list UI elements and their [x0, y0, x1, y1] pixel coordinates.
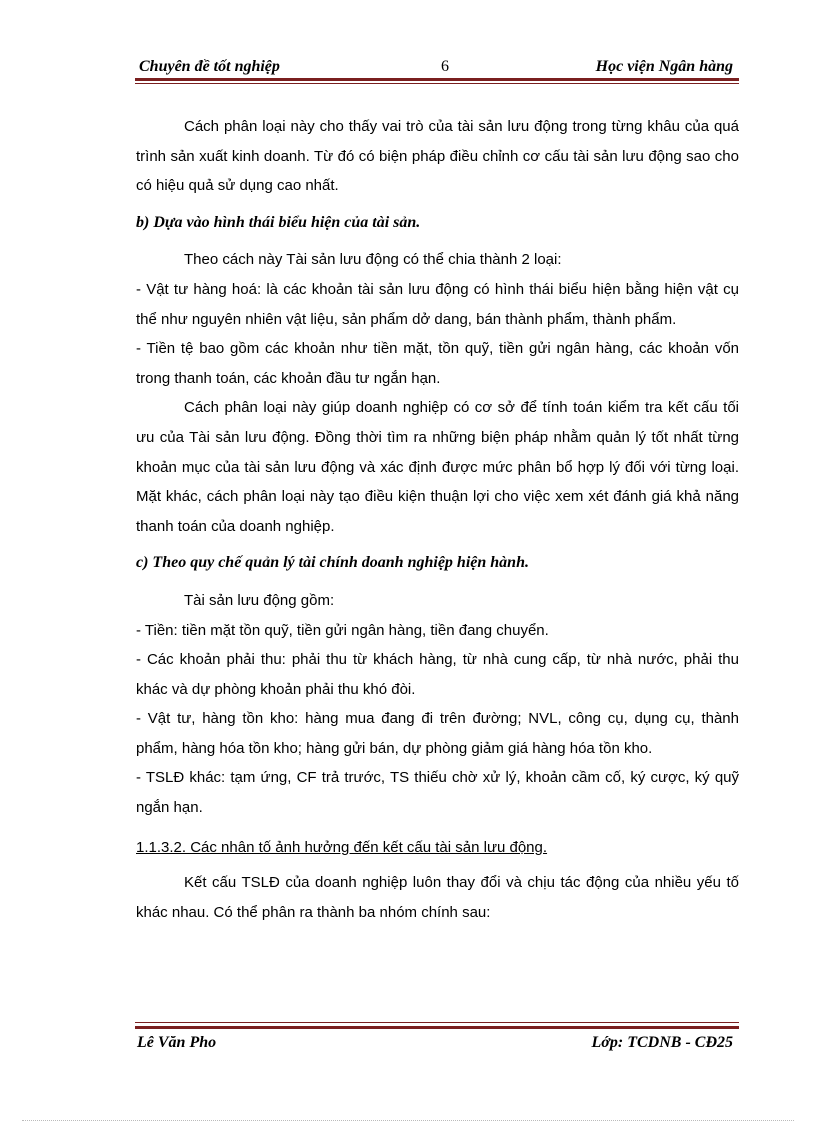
header-rule-thin	[135, 83, 739, 84]
list-item: - Vật tư hàng hoá: là các khoản tài sản lưu động có hình thái biểu hiện bằng hiện vật cụ thể như nguyên nhiên vật liệu, sản phẩm dở dang, bán thành phẩm, thành phẩm.	[136, 280, 739, 328]
paragraph: Cách phân loại này giúp doanh nghiệp có cơ sở để tính toán kiểm tra kết cấu tối ưu của Tài sản lưu động. Đồng thời tìm ra những biện pháp nhằm quản lý tốt nhất từng khoản mục của tài sản lưu động và xác định được mức phân bổ hợp lý đối với từng loại. Mặt khác, cách phân loại này tạo điều kiện thuận lợi cho việc xem xét đánh giá khả năng thanh toán của doanh nghiệp.	[136, 399, 739, 535]
footer-rule-thin	[135, 1022, 739, 1023]
footer-rule-thick	[135, 1026, 739, 1029]
page-number: 6	[441, 58, 449, 75]
header-title: Chuyên đề tốt nghiệp	[139, 58, 280, 75]
paragraph: Cách phân loại này cho thấy vai trò của tài sản lưu động trong từng khâu của quá trình sản xuất kinh doanh. Từ đó có biện pháp điều chỉnh cơ cấu tài sản lưu động sao cho có hiệu quả sử dụng cao nhất.	[136, 118, 739, 195]
footer-author: Lê Văn Pho	[137, 1034, 217, 1051]
footer-class: Lớp: TCDNB - CĐ25	[591, 1034, 733, 1051]
subsection-heading	[136, 833, 739, 863]
subsection-heading-text: 1.1.3.2. Các nhân tố ảnh hưởng đến kết cấu tài sản lưu động.	[136, 838, 548, 856]
page-footer	[135, 1034, 739, 1056]
header-rule-thick	[135, 78, 739, 81]
paragraph: Tài sản lưu động gồm:	[184, 591, 335, 609]
page-body	[136, 112, 739, 927]
list-item: - Vật tư, hàng tồn kho: hàng mua đang đi trên đường; NVL, công cụ, dụng cụ, thành phẩm, hàng hóa tồn kho; hàng gửi bán, dự phòng giảm giá hàng hóa tồn kho.	[136, 710, 739, 757]
page-header	[135, 56, 739, 78]
paragraph: Theo cách này Tài sản lưu động có thể chia thành 2 loại:	[184, 251, 562, 269]
page-bottom-dotted-line	[22, 1120, 794, 1122]
header-institution: Học viện Ngân hàng	[595, 58, 733, 75]
section-heading-b: b) Dựa vào hình thái biểu hiện của tài sản.	[136, 213, 421, 231]
list-item: - TSLĐ khác: tạm ứng, CF trả trước, TS thiếu chờ xử lý, khoản cầm cố, ký cược, ký quỹ ngắn hạn.	[136, 769, 739, 817]
list-item: - Các khoản phải thu: phải thu từ khách hàng, từ nhà cung cấp, từ nhà nước, phải thu khác và dự phòng khoản phải thu khó đòi.	[136, 651, 739, 698]
list-item: - Tiền: tiền mặt tồn quỹ, tiền gửi ngân hàng, tiền đang chuyển.	[136, 621, 549, 639]
list-item: - Tiền tệ bao gồm các khoản như tiền mặt, tồn quỹ, tiền gửi ngân hàng, các khoản vốn trong thanh toán, các khoản đầu tư ngắn hạn.	[136, 340, 739, 387]
paragraph: Kết cấu TSLĐ của doanh nghiệp luôn thay đổi và chịu tác động của nhiều yếu tố khác nhau. Có thể phân ra thành ba nhóm chính sau:	[136, 874, 739, 921]
section-heading-c: c) Theo quy chế quản lý tài chính doanh nghiệp hiện hành.	[136, 554, 529, 572]
